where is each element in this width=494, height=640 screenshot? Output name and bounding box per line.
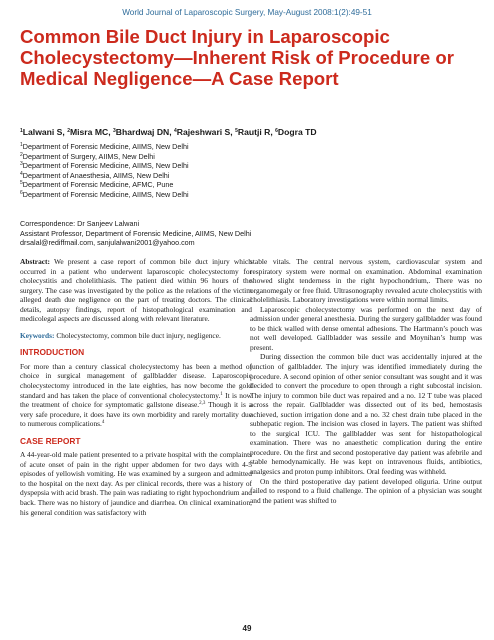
journal-header: World Journal of Laparoscopic Surgery, May-August 2008:1(2):49-51 [122,8,372,17]
affiliation-text: Department of Forensic Medicine, AFMC, Pune [22,180,174,190]
affiliation-text: Department of Forensic Medicine, AIIMS, New Delhi [22,161,189,171]
keywords-label: Keywords: [20,330,55,340]
author-list: $^1$Lalwani S, $^2$Misra MC, $^3$Bhardwaj DN, $^4$Rajeshwari S, $^5$Rautji R, $^6$Dogra TD [20,127,317,137]
left-column [20,257,252,517]
intro-text-a: For more than a century classical cholecystectomy has been a method of choice in surgical management of gallbladder disease. Laparoscopic cholecystectomy introduced in the late eighties, has now become the gold standard and has taken the place of conventional cholecystectomy. [20,361,252,400]
introduction-heading: INTRODUCTION [20,347,85,358]
affiliation-sup: 6 [20,189,23,196]
author-sup: 6 [275,128,278,134]
author-name: Dogra TD [277,127,317,137]
introduction-paragraph [20,362,252,429]
citation-sup: 4 [101,420,105,426]
affiliation-text: Department of Forensic Medicine, AIIMS, New Delhi [22,142,189,151]
abstract [20,257,252,324]
correspondence-address: Assistant Professor, Department of Forensic Medicine, AIIMS, New Delhi [20,228,252,238]
right-column [250,257,482,505]
affiliation-item [20,171,480,181]
body-paragraph: On the third postoperative day patient developed oliguria. Urine output failed to respond to a fluid challenge. The opinion of a physician was sought and the patient was shifted to [250,476,482,505]
author-name: Misra MC [69,127,109,137]
citation-sup: 2,3 [199,401,206,407]
body-paragraph: Laparoscopic cholecystectomy was performed on the next day of admission under general anesthesia. During the surgery gallbladder was found to be thick walled with dense omental adhesions. The Hartmann’s pouch was not well developed. Gallbladder was sessile and Moynihan’s hump was present. [250,304,482,352]
affiliation-item [20,152,480,162]
affiliation-sup: 2 [20,151,23,158]
intro-text-c: Though it is a very safe procedure, it does have its own morbidity and rarely mortality due to numerous complications. [20,400,252,429]
keywords-text: Cholecystectomy, common bile duct injury, negligence. [56,330,221,340]
article-title: Common Bile Duct Injury in Laparoscopic Cholecystectomy—Inherent Risk of Procedure or Medical Negligence—A Case Report [20,26,454,89]
affiliation-sup: 5 [20,180,23,187]
affiliation-item [20,190,480,200]
body-paragraph: stable vitals. The central nervous system, cardiovascular system and respiratory system were normal on examination. Abdominal examination showed slight tenderness in the right hypochondrium,. There was no organomegaly or free fluid. Ultrasonography revealed acute cholecystitis with cholelithiasis. Laboratory investigations were within normal limits. [250,257,482,305]
intro-text-b: It is now the treatment of choice for symptomatic gallstone disease. [20,390,252,410]
affiliation-list [20,142,480,200]
citation-sup: 1 [220,391,223,397]
correspondence-block [20,219,480,248]
affiliation-text: Department of Forensic Medicine, AIIMS, New Delhi [22,189,189,199]
author-sup: 1 [20,128,23,134]
abstract-text: We present a case report of common bile duct injury which occurred in a patient who underwent laparoscopic cholecystectomy for cholecystitis and cholelithiasis. The patient died within 96 hours of the surgery. The case was investigated by the police as the relations of the victim alleged death due negligence on the part of treating doctors. The clinical details, autopsy findings, report of histopathological examination and medicolegal aspects are discussed along with relevant literature. [20,257,252,324]
affiliation-item [20,142,480,152]
affiliation-item [20,180,480,190]
author-name: Rajeshwari S [176,127,231,137]
affiliation-text: Department of Surgery, AIIMS, New Delhi [22,151,155,161]
abstract-label: Abstract: [20,257,50,266]
affiliation-sup: 3 [20,161,23,168]
affiliation-sup: 1 [20,142,23,148]
affiliation-item [20,161,480,171]
author-sup: 5 [235,128,238,134]
author-sup: 3 [112,128,116,134]
author-sup: 2 [67,128,70,134]
correspondence-name: Correspondence: Dr Sanjeev Lalwani [20,219,140,228]
case-report-heading: CASE REPORT [20,435,81,446]
author-name: Bhardwaj DN [115,127,170,137]
affiliation-text: Department of Anaesthesia, AIIMS, New Delhi [22,170,170,180]
author-sup: 4 [174,128,177,134]
affiliation-sup: 4 [20,170,23,177]
body-paragraph: During dissection the common bile duct was accidentally injured at the junction of gallbladder. The injury was identified immediately during the procedure. A second opinion of other senior consultant was sought and it was decided to convert the procedure to open through a right subcostal incision. The injury to common bile duct was repaired and a no. 12 T tube was placed across the repair. Gallbladder was dissected out of its bed, hemostasis achieved, suction irrigation done and a no. 32 chest drain tube placed in the subhepatic region. The incision was closed in layers. The patient was shifted to the surgical ICU. The gallbladder was sent for histopathological examination. There was no anaesthetic complication during the entire procedure. On the first and second postoperative day patient was afebrile and stable hemodynamically. He was kept on intravenous fluids, antibiotics, analgesics and proton pump inhibitors. Oral feeding was withheld. [250,352,482,477]
keywords [20,331,252,341]
correspondence-emails: drsalal@rediffmail.com, sanjulalwani2001@yahoo.com [20,238,195,248]
case-report-paragraph: A 44-year-old male patient presented to a private hospital with the complaints of acute onset of pain in the right upper abdomen for two days with 4-5 episodes of yellowish vomiting. He was examined by a surgeon and admitted to the hospital on the next day. As per clinical records, there was a history of dyspepsia with acid brash. The pain was radiating to right hypochondrium and back. There was no history of jaundice and diarrhea. On clinical examination, his general condition was satisfactory with [20,450,252,517]
page-number: 49 [242,624,252,633]
author-name: Lalwani S [22,127,63,137]
author-name: Rautji R [237,127,271,137]
